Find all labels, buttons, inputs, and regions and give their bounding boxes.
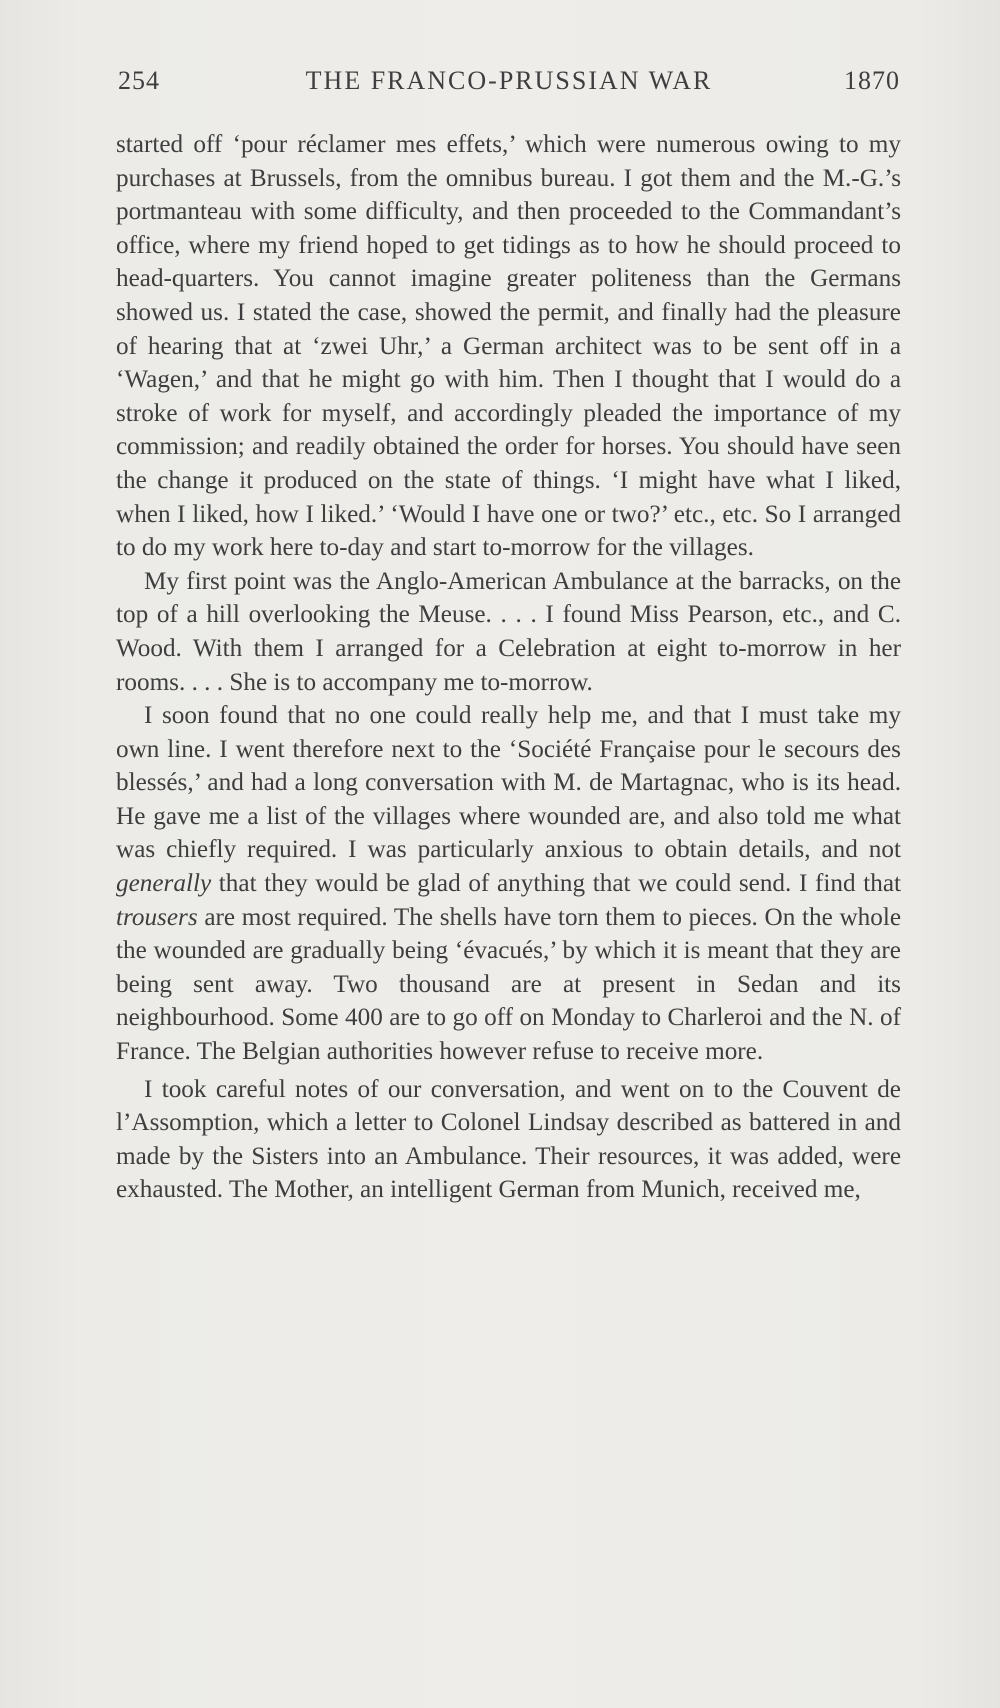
running-title: THE FRANCO-PRUSSIAN WAR (305, 66, 713, 95)
paragraph-3 (116, 699, 901, 1069)
paragraph-3-part-1: I soon found that no one could really help me, and that I must take my own line. I went therefore next to the ‘Société Française pour le secours des blessés,’ and had a long conversation with M. de Martagnac, who is its head. He gave me a list of the villages where wounded are, and also told me what was chiefly required. I was particularly anxious to obtain details, and not (116, 702, 901, 864)
paragraph-1: started off ‘pour réclamer mes effets,’ which were numerous owing to my purchases at Brussels, from the omnibus bureau. I got them and the M.-G.’s portmanteau with some difficulty, and then proceeded to the Commandant’s office, where my friend hoped to get tidings as to how he should proceed to head-quarters. You cannot imagine greater politeness than the Germans showed us. I stated the case, showed the permit, and finally had the pleasure of hearing that at ‘zwei Uhr,’ a German architect was to be sent off in a ‘Wagen,’ and that he might go with him. Then I thought that I would do a stroke of work for myself, and accordingly pleaded the importance of my commission; and readily obtained the order for horses. You should have seen the change it produced on the state of things. ‘I might have what I liked, when I liked, how I liked.’ ‘Would I have one or two?’ etc., etc. So I arranged to do my work here to-day and start to-morrow for the villages. (116, 131, 901, 562)
paragraph-4: I took careful notes of our conversation, and went on to the Couvent de l’Assomption, which a letter to Colonel Lindsay described as battered in and made by the Sisters into an Ambulance. Their resources, it was added, were exhausted. The Mother, an intelligent German from Munich, received me, (116, 1075, 901, 1204)
paragraph-3-part-3: are most required. The shells have torn them to pieces. On the whole the wounded are gradually being ‘évacués,’ by which it is meant that they are being sent away. Two thousand are at present in Sedan and its neighbourhood. Some 400 are to go off on Monday to Charleroi and the N. of France. The Belgian authorities however refuse to receive more. (116, 903, 901, 1066)
emphasis-trousers: trousers (116, 903, 198, 931)
paragraph-3-part-2: that they would be glad of anything that we could send. I find that (218, 870, 902, 898)
emphasis-generally: generally (116, 870, 212, 898)
body-text (116, 128, 901, 1207)
header-year: 1870 (844, 66, 900, 95)
paragraph-2: My first point was the Anglo-American Ambulance at the barracks, on the top of a hill overlooking the Meuse. . . . I found Miss Pearson, etc., and C. Wood. With them I arranged for a Celebration at eight to-morrow in her rooms. . . . She is to accompany me to-morrow. (116, 567, 901, 696)
page-number: 254 (118, 66, 160, 95)
running-head (118, 66, 900, 106)
